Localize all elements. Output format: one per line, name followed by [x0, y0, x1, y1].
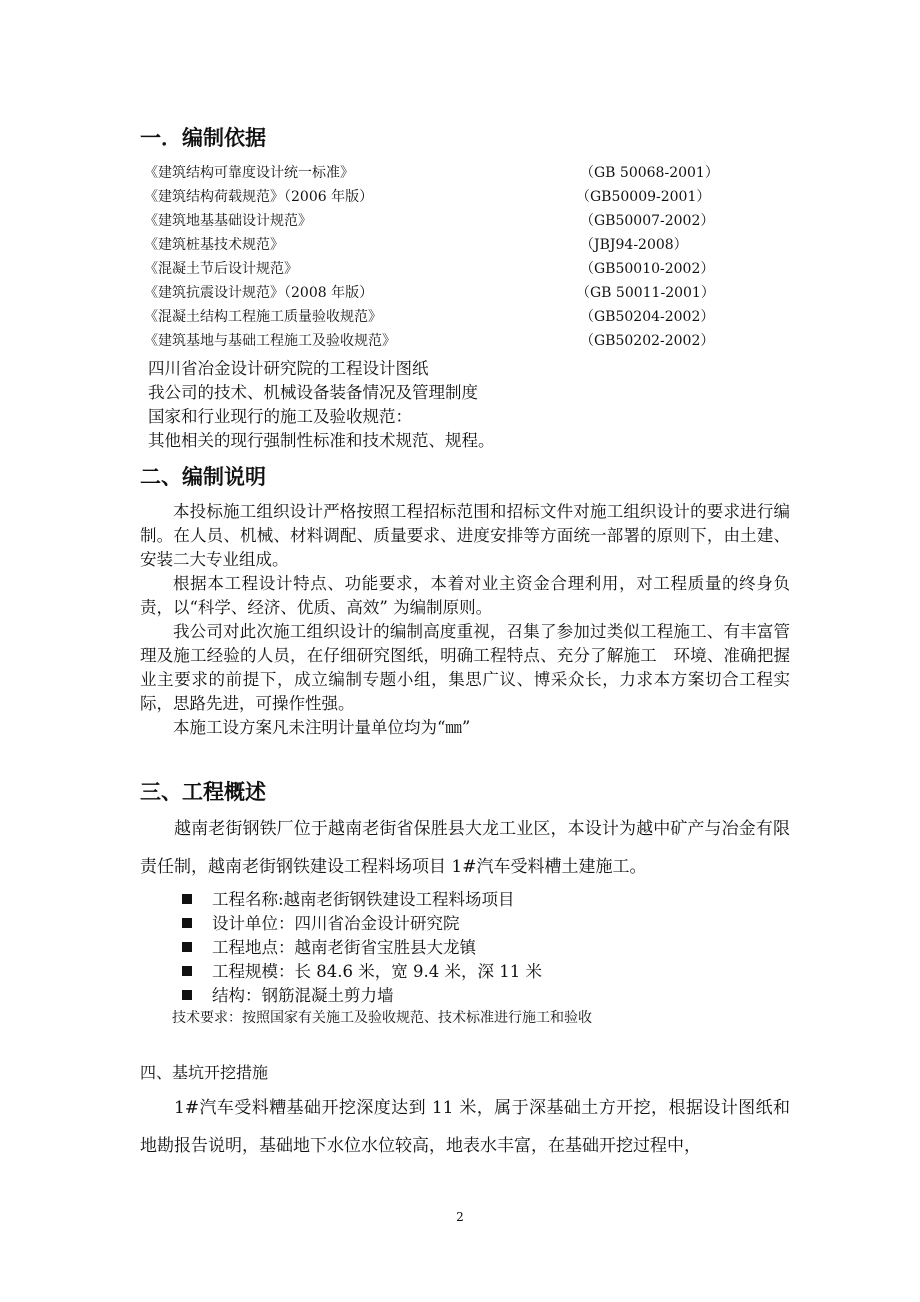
bullet-square-icon	[182, 942, 192, 952]
page-number: 2	[456, 1210, 464, 1224]
list-item: 工程名称:越南老街钢铁建设工程料场项目	[182, 886, 515, 910]
section-4-title: 四、基坑开挖措施	[140, 1063, 269, 1082]
standard-code: （GB50010-2002）	[580, 261, 715, 277]
standard-name: 《建筑结构荷载规范》（2006 年版）	[144, 189, 374, 205]
paragraph: 1#汽车受料糟基础开挖深度达到 11 米，属于深基础土方开挖，根据设计图纸和地勘报告说明，基础地下水位水位较高，地表水丰富，在基础开挖过程中，	[140, 1098, 790, 1156]
paragraph: 本施工设方案凡未注明计量单位均为“㎜”	[173, 718, 471, 737]
standard-code: （GB50007-2002）	[580, 213, 715, 229]
standard-name: 《建筑地基基础设计规范》	[144, 213, 312, 229]
standard-row	[140, 330, 740, 354]
bullet-square-icon	[182, 966, 192, 976]
section-1-title: 一．编制依据	[140, 126, 266, 150]
standard-code: （GB50202-2002）	[580, 333, 715, 349]
basis-item: 四川省冶金设计研究院的工程设计图纸	[148, 359, 429, 378]
standard-name: 《混凝土结构工程施工质量验收规范》	[144, 309, 382, 325]
standard-code: （JBJ94-2008）	[580, 237, 688, 253]
bullet-square-icon	[182, 894, 192, 904]
section-2-title: 二、编制说明	[140, 465, 266, 489]
bullet-square-icon	[182, 990, 192, 1000]
standard-code: （GB 50011-2001）	[576, 285, 715, 301]
standard-row	[140, 258, 740, 282]
standard-row	[140, 162, 740, 186]
paragraph: 我公司对此次施工组织设计的编制高度重视，召集了参加过类似工程施工、有丰富管理及施工经验的人员，在仔细研究图纸，明确工程特点、充分了解施工 环境、准确把握业主要求的前提下，成立编制专题小组，集思广议、博采众长，力求本方案切合工程实际，思路先进，可操作性强。	[140, 622, 790, 713]
paragraph: 本投标施工组织设计严格按照工程招标范围和招标文件对施工组织设计的要求进行编制。在人员、机械、材料调配、质量要求、进度安排等方面统一部署的原则下，由土建、安装二大专业组成。	[140, 502, 790, 569]
bullet-square-icon	[182, 918, 192, 928]
standard-name: 《混凝土节后设计规范》	[144, 261, 298, 277]
tech-requirements: 技术要求：按照国家有关施工及验收规范、技术标准进行施工和验收	[172, 1010, 592, 1026]
list-item: 设计单位：四川省冶金设计研究院	[182, 910, 460, 934]
basis-item: 我公司的技术、机械设备装备情况及管理制度	[148, 383, 478, 402]
standard-row	[140, 282, 740, 306]
standard-name: 《建筑基地与基础工程施工及验收规范》	[144, 333, 396, 349]
section-3-title: 三、工程概述	[140, 780, 266, 804]
basis-item: 其他相关的现行强制性标准和技术规范、规程。	[148, 431, 495, 450]
standard-code: （GB50009-2001）	[576, 189, 711, 205]
paragraph: 越南老街钢铁厂位于越南老街省保胜县大龙工业区，本设计为越中矿产与冶金有限责任制，越南老街钢铁建设工程料场项目 1#汽车受料槽土建施工。	[140, 819, 790, 877]
standard-name: 《建筑抗震设计规范》（2008 年版）	[144, 285, 374, 301]
standard-name: 《建筑桩基技术规范》	[144, 237, 284, 253]
list-item: 工程地点：越南老街省宝胜县大龙镇	[182, 934, 476, 958]
standard-row	[140, 234, 740, 258]
standard-code: （GB50204-2002）	[580, 309, 715, 325]
list-item: 工程规模：长 84.6 米，宽 9.4 米，深 11 米	[182, 958, 542, 982]
basis-item: 国家和行业现行的施工及验收规范：	[148, 407, 412, 426]
standard-row	[140, 186, 740, 210]
paragraph: 根据本工程设计特点、功能要求，本着对业主资金合理利用，对工程质量的终身负责，以“科学、经济、优质、高效” 为编制原则。	[140, 574, 790, 617]
standard-row	[140, 306, 740, 330]
standard-code: （GB 50068-2001）	[580, 165, 719, 181]
standard-name: 《建筑结构可靠度设计统一标准》	[144, 165, 354, 181]
list-item: 结构：钢筋混凝土剪力墙	[182, 982, 394, 1006]
standard-row	[140, 210, 740, 234]
